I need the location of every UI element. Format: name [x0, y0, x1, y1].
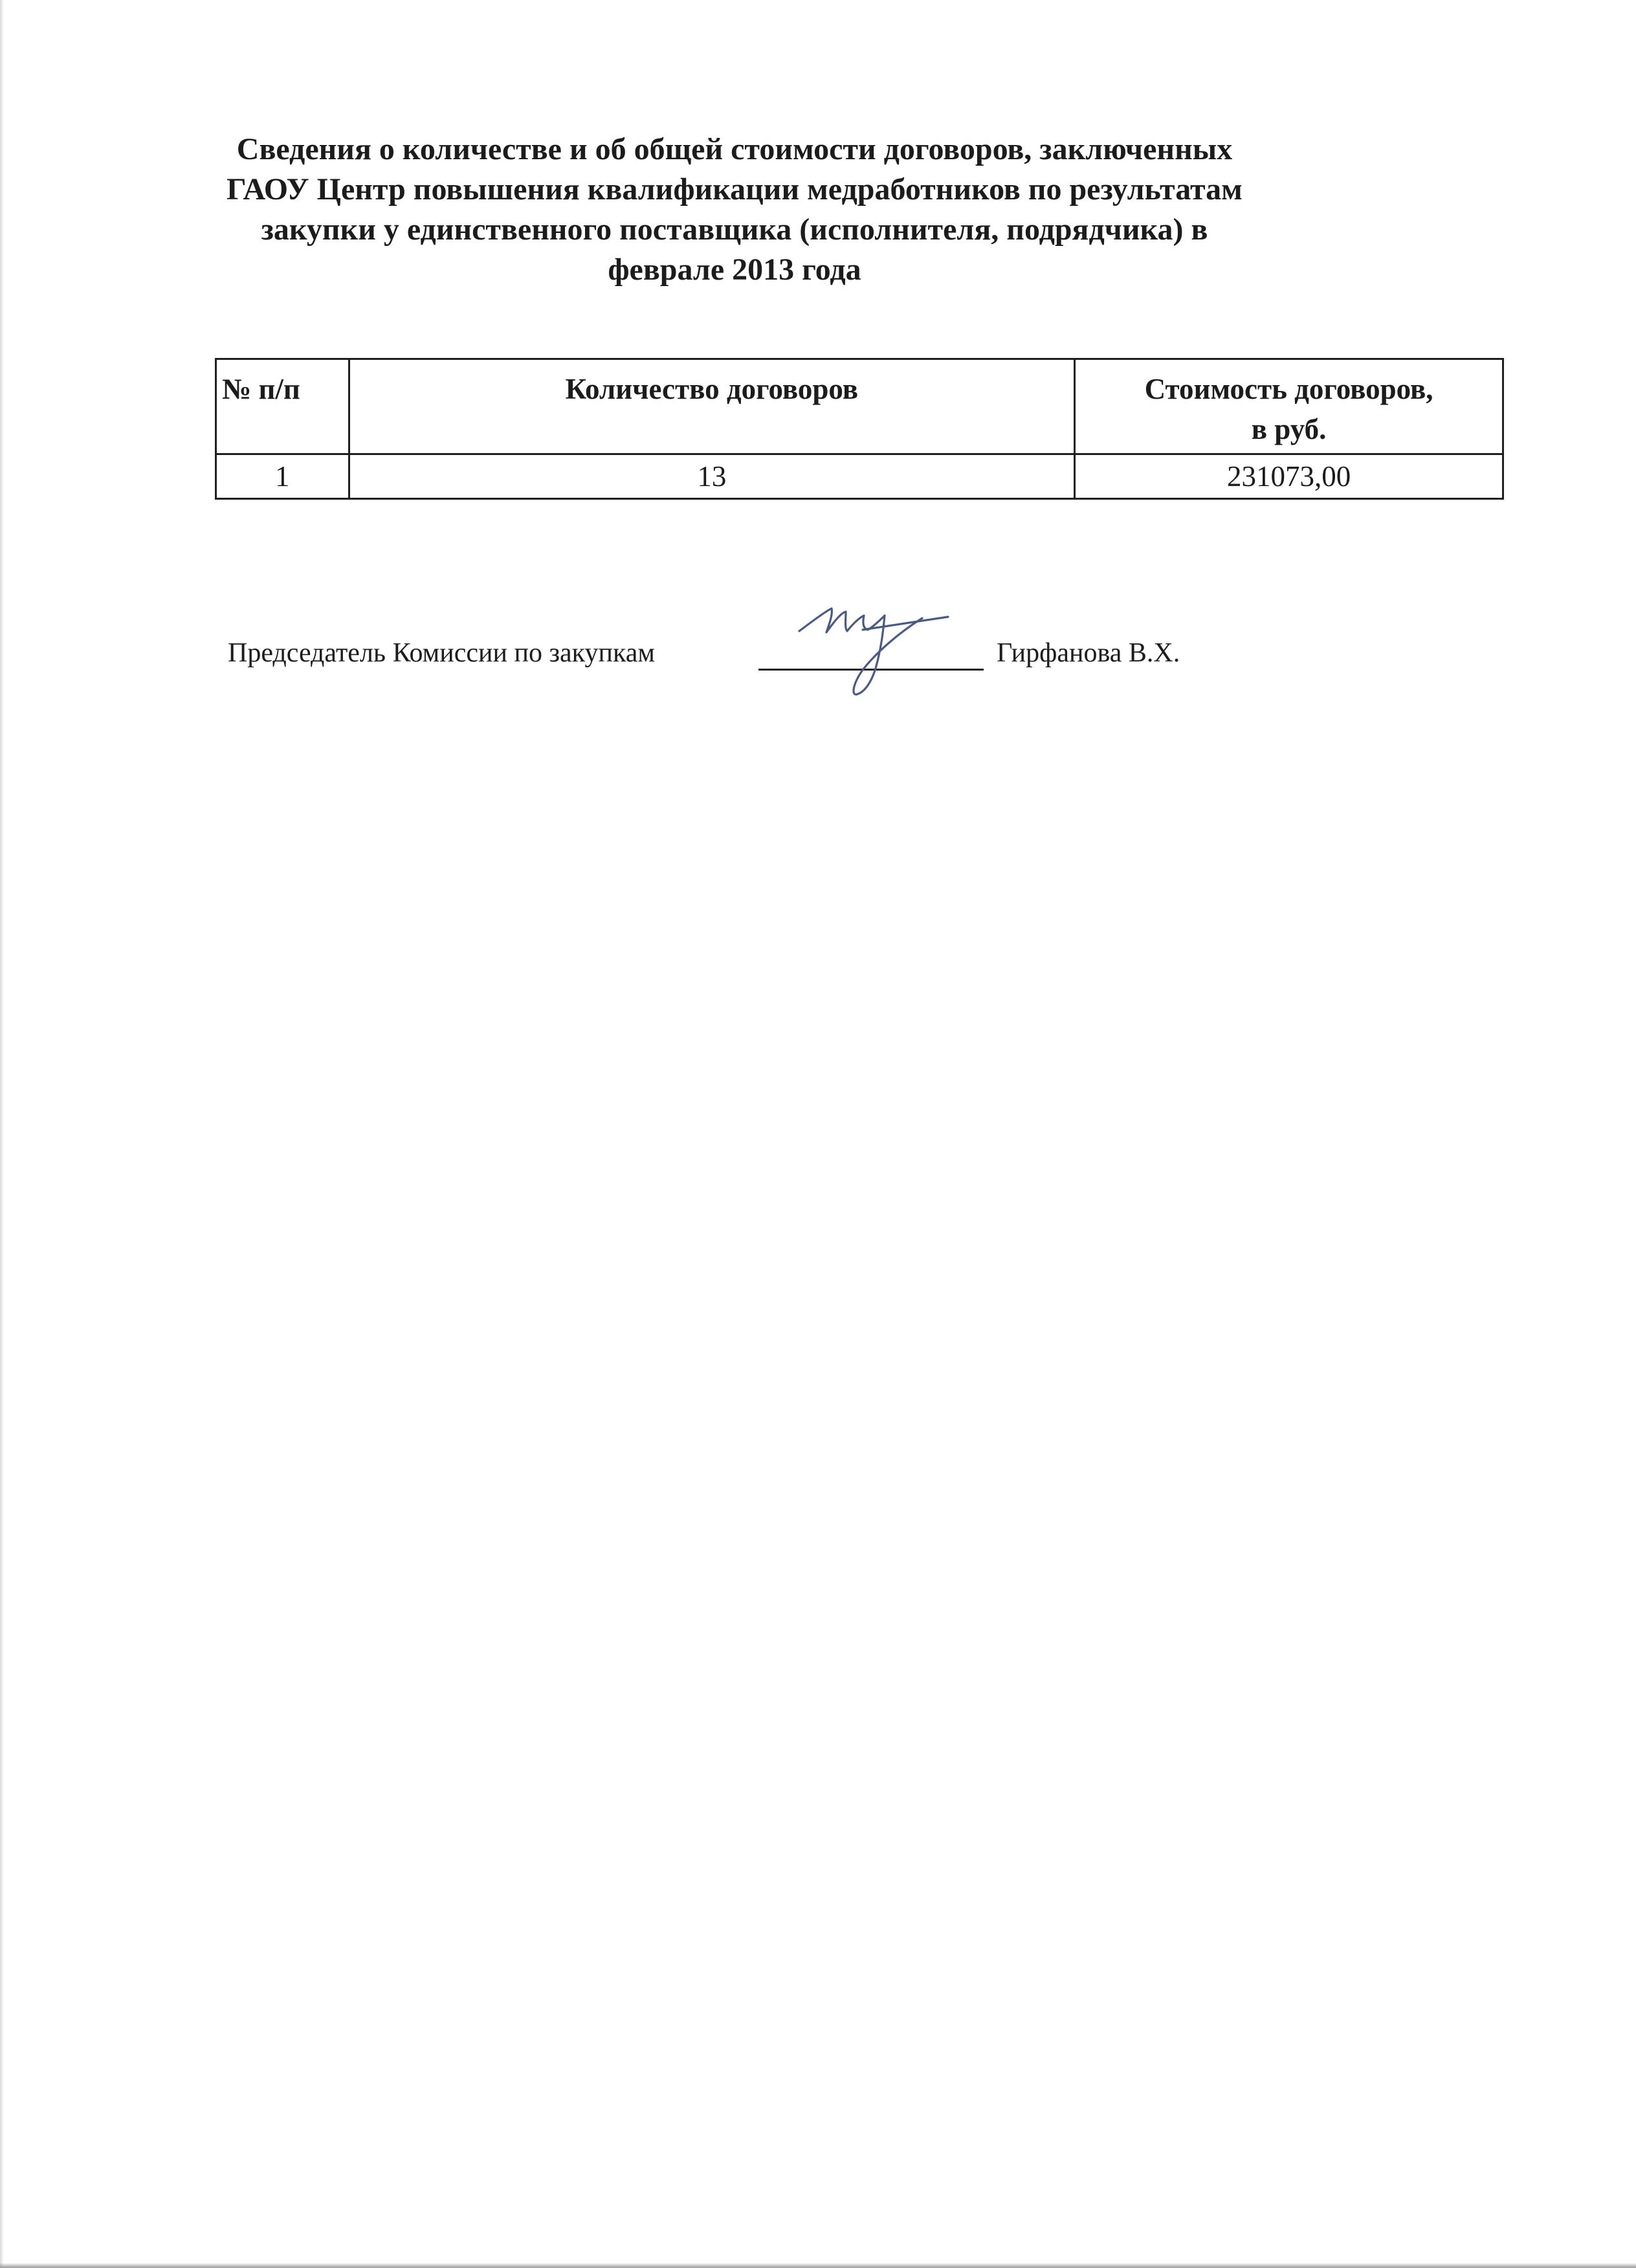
table-header-row [216, 359, 1503, 454]
header-cost [1075, 359, 1503, 454]
title-line-2: ГАОУ Центр повышения квалификации медработников по результатам [227, 172, 1243, 206]
cell-cost: 231073,00 [1075, 454, 1503, 499]
title-line-4: феврале 2013 года [608, 252, 861, 287]
header-number: № п/п [216, 359, 349, 454]
signatory-role: Председатель Комиссии по закупкам [228, 638, 655, 668]
document-title [194, 129, 1275, 290]
scan-edge-left [0, 0, 4, 2268]
title-line-1: Сведения о количестве и об общей стоимости договоров, заключенных [236, 132, 1233, 166]
title-line-3: закупки у единственного поставщика (исполнителя, подрядчика) в [261, 212, 1208, 247]
table-row [216, 454, 1503, 499]
header-count: Количество договоров [349, 359, 1075, 454]
cell-number: 1 [216, 454, 349, 499]
header-cost-line-2: в руб. [1251, 413, 1327, 445]
header-cost-line-1: Стоимость договоров, [1144, 373, 1433, 405]
handwritten-signature [786, 592, 980, 706]
scan-edge-bottom [0, 2263, 1636, 2268]
contracts-table [215, 358, 1504, 500]
cell-count: 13 [349, 454, 1075, 499]
signatory-name: Гирфанова В.Х. [997, 638, 1180, 668]
